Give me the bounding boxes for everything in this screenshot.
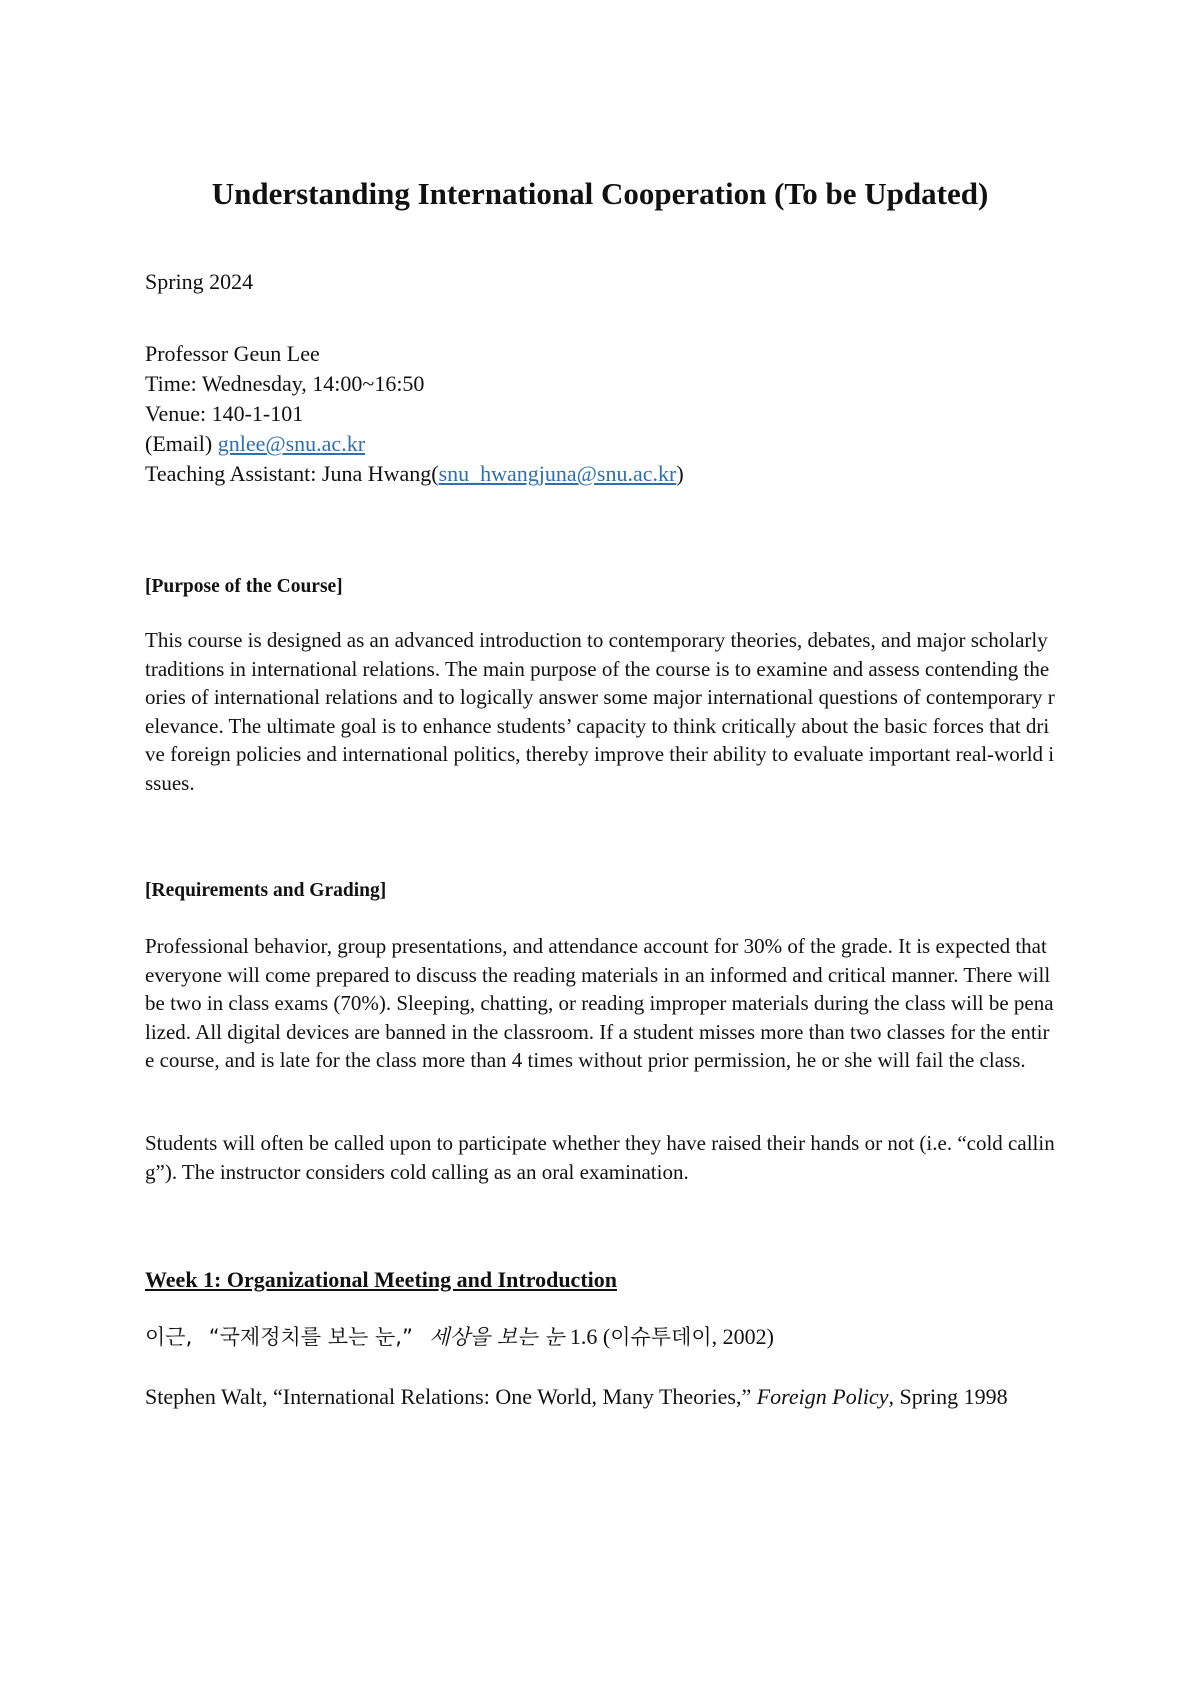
walt-citation: Stephen Walt, “International Relations: One World, Many Theories,” [145, 1384, 757, 1409]
reading-publisher: 이슈투데이 [610, 1325, 712, 1349]
ta-close-paren: ) [676, 461, 684, 486]
reading-author: 이근, [145, 1325, 193, 1349]
email-label: (Email) [145, 431, 218, 456]
purpose-paragraph: This course is designed as an advanced introduction to contemporary theories, debates, and major scholarly traditions in international relations. The main purpose of the course is to examine and assess contending theories of international relations and to logically answer some major international questions of contemporary relevance. The ultimate goal is to enhance students’ capacity to think critically about the basic forces that drive foreign policies and international politics, thereby improve their ability to evaluate important real-world issues. [145, 628, 1055, 795]
week1-reading-korean [145, 1322, 774, 1352]
reading-book-title: 세상을 보는 눈 [429, 1325, 565, 1349]
semester-text: Spring 2024 [145, 269, 254, 294]
reading-edition: 1.6 ( [569, 1324, 611, 1349]
week1-reading-walt [145, 1383, 1057, 1412]
document-title: Understanding International Cooperation (To be Updated) [211, 176, 989, 211]
ta-label: Teaching Assistant: Juna Hwang( [145, 461, 439, 486]
class-venue: Venue: 140-1-101 [145, 401, 304, 426]
walt-date: , Spring 1998 [888, 1384, 1008, 1409]
requirements-heading: [Requirements and Grading] [145, 880, 387, 901]
semester [145, 267, 253, 297]
class-time: Time: Wednesday, 14:00~16:50 [145, 371, 425, 396]
requirements-paragraph: Professional behavior, group presentations, and attendance account for 30% of the grade. It is expected that everyone will come prepared to discuss the reading materials in an informed and critical manner. There will be two in class exams (70%). Sleeping, chatting, or reading improper materials during the class will be penalized. All digital devices are banned in the classroom. If a student misses more than two classes for the entire course, and is late for the class more than 4 times without prior permission, he or she will fail the class. [145, 934, 1054, 1073]
email-line [145, 429, 684, 459]
reading-article-title: “국제정치를 보는 눈,” [208, 1325, 413, 1349]
ta-email-link[interactable]: snu_hwangjuna@snu.ac.kr [438, 461, 677, 486]
purpose-heading: [Purpose of the Course] [145, 576, 343, 597]
reading-year: , 2002) [711, 1324, 774, 1349]
cold-calling-paragraph: Students will often be called upon to participate whether they have raised their hands or not (i.e. “cold calling”). The instructor considers cold calling as an oral examination. [145, 1131, 1055, 1184]
ta-line [145, 459, 684, 489]
professor-email-link[interactable]: gnlee@snu.ac.kr [217, 431, 366, 456]
professor-name: Professor Geun Lee [145, 341, 320, 366]
week1-heading: Week 1: Organizational Meeting and Introduction [145, 1267, 617, 1292]
course-info-block [145, 339, 684, 489]
walt-journal: Foreign Policy [756, 1384, 889, 1409]
